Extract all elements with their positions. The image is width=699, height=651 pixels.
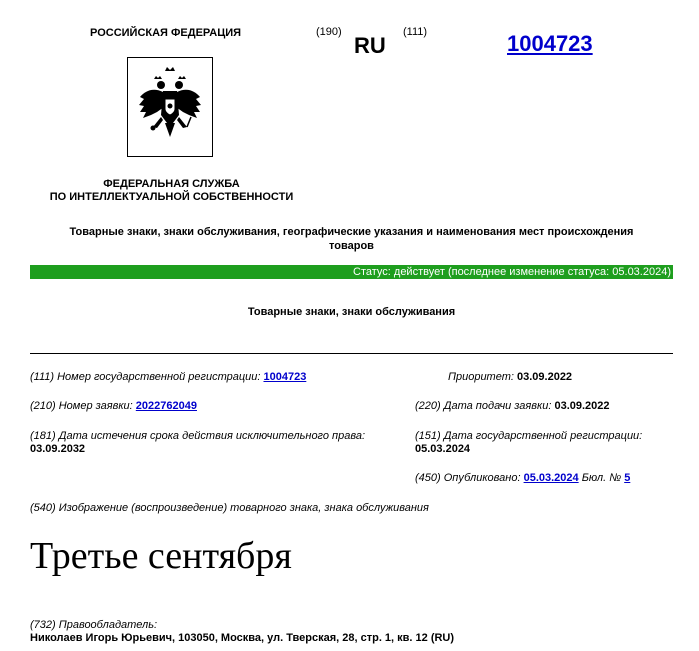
priority-field (448, 371, 572, 384)
document-number-link[interactable]: 1004723 (507, 31, 593, 56)
trademark-image-label: (540) Изображение (воспроизведение) товарного знака, знака обслуживания (30, 502, 429, 514)
service-name-line1: ФЕДЕРАЛЬНАЯ СЛУЖБА (103, 178, 240, 190)
document-subtitle: Товарные знаки, знаки обслуживания (247, 306, 456, 318)
reg-number-link[interactable]: 1004723 (263, 371, 307, 383)
service-name-line2: ПО ИНТЕЛЛЕКТУАЛЬНОЙ СОБСТВЕННОСТИ (49, 191, 294, 203)
application-number-label: (210) Номер заявки: (30, 400, 133, 412)
trademark-wordmark: Третье сентября (30, 535, 292, 577)
service-name (30, 178, 313, 204)
filing-date-value: 03.09.2022 (554, 400, 610, 412)
publication-field (415, 472, 630, 485)
bulletin-label: Бюл. № (581, 472, 622, 484)
registration-date-field (415, 430, 642, 456)
expiry-date-label: (181) Дата истечения срока действия исключительного права: (30, 430, 365, 442)
inid-code-190: (190) (316, 26, 342, 38)
reg-number-field (30, 371, 306, 384)
expiry-date-field (30, 430, 365, 456)
country-name: РОССИЙСКАЯ ФЕДЕРАЦИЯ (90, 27, 242, 39)
filing-date-field (415, 400, 610, 413)
priority-label: Приоритет: (448, 371, 514, 383)
priority-value: 03.09.2022 (517, 371, 573, 383)
inid-code-111: (111) (403, 26, 428, 38)
owner-value: Николаев Игорь Юрьевич, 103050, Москва, ул. Тверская, 28, стр. 1, кв. 12 (RU) (30, 632, 455, 644)
divider (30, 353, 673, 354)
owner-label: (732) Правообладатель: (30, 619, 158, 631)
bulletin-number-link[interactable]: 5 (624, 472, 631, 484)
published-label: (450) Опубликовано: (415, 472, 521, 484)
application-number-link[interactable]: 2022762049 (135, 400, 197, 412)
category-line1: Товарные знаки, знаки обслуживания, географические указания и наименования мест происхождения (69, 226, 634, 238)
status-bar (30, 265, 673, 279)
registration-date-value: 05.03.2024 (415, 443, 471, 455)
status-text: Статус: действует (последнее изменение статуса: 05.03.2024) (353, 266, 671, 278)
country-code: RU (354, 33, 386, 58)
reg-number-label: (111) Номер государственной регистрации: (30, 371, 261, 383)
eagle-emblem-icon (127, 57, 213, 157)
category-line2: товаров (329, 240, 374, 252)
application-number-field (30, 400, 197, 413)
published-date-link[interactable]: 05.03.2024 (523, 472, 579, 484)
owner-field (30, 619, 454, 645)
document-category (30, 225, 673, 253)
expiry-date-value: 03.09.2032 (30, 443, 86, 455)
filing-date-label: (220) Дата подачи заявки: (415, 400, 552, 412)
registration-date-label: (151) Дата государственной регистрации: (415, 430, 643, 442)
